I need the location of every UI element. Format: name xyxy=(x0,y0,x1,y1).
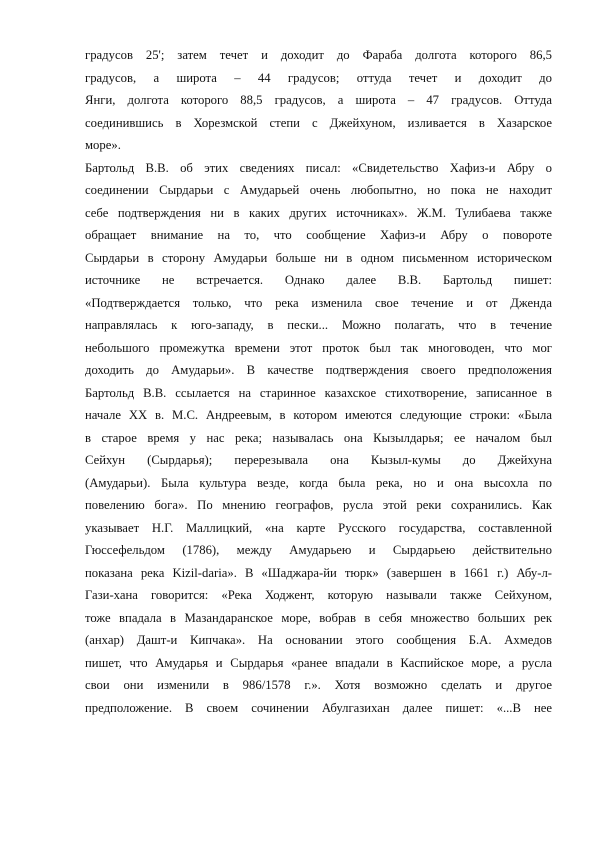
text-line: обращает внимание на то, что сообщение Хафиз-и Абру о повороте xyxy=(85,228,552,242)
text-line: повелению бога». По мнению географов, русла этой реки сохранились. Как xyxy=(85,498,552,512)
text-line: Бартольд В.В. об этих сведениях писал: «Свидетельство Хафиз-и Абру о xyxy=(85,160,552,175)
text-line: источнике не встречается. Однако далее В.В. Бартольд пишет: xyxy=(85,273,552,287)
text-line: в старое время у нас река; называлась она Кызылдарья; ее началом был xyxy=(85,430,552,445)
text-line: Янги, долгота которого 88,5 градусов, а широта – 47 градусов. Оттуда xyxy=(85,93,552,107)
text-line: соединении Сырдарьи с Амударьей очень любопытно, но пока не находит xyxy=(85,183,552,197)
text-line: (анхар) Дашт-и Кипчака». На основании этого сообщения Б.А. Ахмедов xyxy=(85,633,552,647)
text-line: указывает Н.Г. Маллицкий, «на карте Русского государства, составленной xyxy=(85,520,552,535)
text-line: градусов, а широта – 44 градусов; оттуда течет и доходит до xyxy=(85,70,552,85)
text-line: «Подтверждается только, что река изменила свое течение и от Дженда xyxy=(85,295,552,310)
text-line: тоже впадала в Мазандаранское море, вобрав в себя множество больших рек xyxy=(85,610,552,625)
text-line: небольшого промежутка времени этот проток был так многоводен, что мог xyxy=(85,340,552,355)
text-line: градусов 25'; затем течет и доходит до Фараба долгота которого 86,5 xyxy=(85,48,552,62)
text-line: предположение. В своем сочинении Абулгазихан далее пишет: «...В нее xyxy=(85,700,552,715)
text-line: Бартольд В.В. ссылается на старинное казахское стихотворение, записанное в xyxy=(85,385,552,400)
text-line: начале XX в. М.С. Андреевым, в котором имеются следующие строки: «Была xyxy=(85,408,552,422)
text-line: Гюссефельдом (1786), между Амударьею и Сырдарьею действительно xyxy=(85,543,552,557)
text-line: направлялась к юго-западу, в пески... Можно полагать, что в течение xyxy=(85,318,552,332)
body-text xyxy=(85,44,552,719)
text-line: Сырдарьи в сторону Амударьи больше ни в одном письменном историческом xyxy=(85,250,552,265)
text-line: доходить до Амударьи». В качестве подтверждения своего предположения xyxy=(85,363,552,377)
text-line: (Амударьи). Была культура везде, когда была река, но и она высохла по xyxy=(85,475,552,490)
text-line: себе подтверждения ни в каких других источниках». Ж.М. Тулибаева также xyxy=(85,205,552,220)
text-line: Гази-хана говорится: «Река Ходжент, которую называли также Сейхуном, xyxy=(85,588,552,602)
text-line: свои они изменили в 986/1578 г.». Хотя возможно сделать и другое xyxy=(85,678,552,692)
text-line: Сейхун (Сырдарья); перерезывала она Кызыл-кумы до Джейхуна xyxy=(85,453,552,467)
text-line: море». xyxy=(85,138,121,152)
text-line: соединившись в Хорезмской степи с Джейхуном, изливается в Хазарское xyxy=(85,115,552,130)
text-line: пишет, что Амударья и Сырдарья «ранее впадали в Каспийское море, а русла xyxy=(85,655,552,670)
text-line: показана река Kizil-daria». В «Шаджара-йи тюрк» (завершен в 1661 г.) Абу-л- xyxy=(85,565,552,580)
